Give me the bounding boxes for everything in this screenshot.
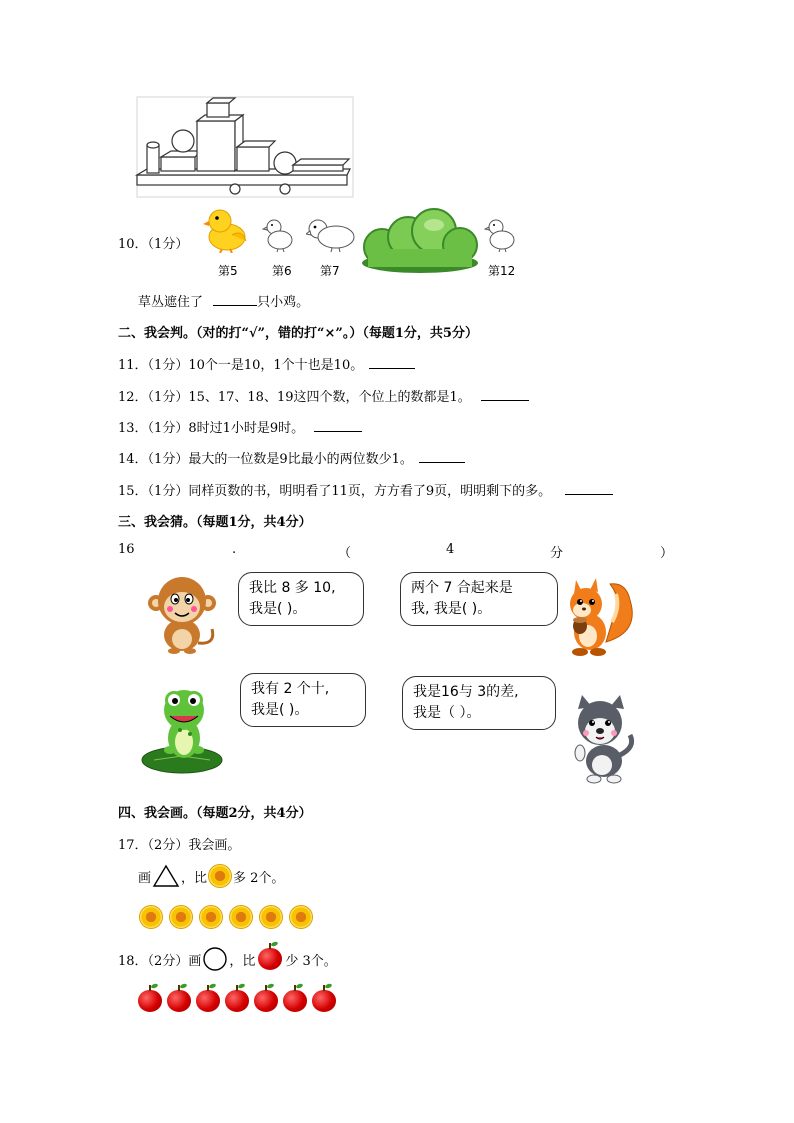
triangle-icon [152, 864, 180, 888]
q18-suffix: 少 3个。 [285, 953, 337, 969]
apple-icon [138, 990, 162, 1012]
apple-row [138, 990, 336, 1012]
speech-bubble-frog: 我有 2 个十, 我是( )。 [240, 673, 366, 727]
q18-mid: ，比 [229, 953, 256, 969]
q17-instruction [138, 864, 284, 888]
q10-answer-before: 草丛遮住了 [138, 295, 204, 310]
section3-title: 三、我会猜。（每题1分，共4分） [118, 515, 312, 530]
chick-label-12: 第12 [488, 264, 516, 278]
q17-prefix: 17．（2分）我会画。 [118, 838, 241, 853]
apple-icon [258, 948, 282, 970]
monkey-icon [148, 573, 218, 655]
section4-title: 四、我会画。（每题2分，共4分） [118, 806, 312, 821]
chick-label-7: 第7 [320, 264, 340, 278]
sunflower-icon [170, 906, 192, 928]
sunflower-icon [140, 906, 162, 928]
chick-outline-icon [262, 217, 296, 253]
q16-dot: . [232, 542, 237, 557]
question-14: 14．（1分）最大的一位数是9比最小的两位数少1。 [118, 448, 465, 467]
speech-bubble-squirrel: 两个 7 合起来是 我, 我是( )。 [400, 572, 558, 626]
sunflower-icon [260, 906, 282, 928]
q16-number: 16 [118, 542, 135, 557]
bush-icon [360, 207, 480, 275]
q17-draw-label: 画 [138, 870, 152, 886]
chick-label-6: 第6 [272, 264, 292, 278]
q10-prefix: 10．（1分） [118, 237, 189, 252]
sunflower-icon [290, 906, 312, 928]
q18-prefix: 18．（2分）画 [118, 953, 202, 969]
squirrel-icon [560, 572, 636, 660]
q10-answer-after: 只小鸡。 [257, 295, 310, 310]
sunflower-icon [209, 865, 231, 887]
chick-icon [200, 207, 255, 253]
q17-mid: ，比 [181, 870, 208, 886]
dog-icon [566, 695, 638, 787]
apple-icon [312, 990, 336, 1012]
answer-blank[interactable] [419, 451, 465, 463]
apple-icon [196, 990, 220, 1012]
answer-blank[interactable] [213, 294, 257, 306]
q16-unit: 分 [550, 546, 564, 561]
question-11: 11．（1分）10个一是10，1个十也是10。 [118, 354, 415, 373]
frog-icon [140, 686, 224, 774]
circle-icon [202, 946, 228, 972]
section2-title: 二、我会判。（对的打“√”，错的打“×”。）（每题1分，共5分） [118, 326, 478, 341]
question-12: 12．（1分）15、17、18、19这四个数，个位上的数都是1。 [118, 386, 529, 405]
answer-blank[interactable] [481, 389, 529, 401]
speech-bubble-dog: 我是16与 3的差, 我是（ ）。 [402, 676, 556, 730]
q16-close-paren: ） [660, 546, 674, 561]
sunflower-icon [200, 906, 222, 928]
q18-instruction [118, 946, 337, 972]
q17-suffix: 多 2个。 [233, 870, 285, 886]
chick-outline-icon [484, 217, 518, 253]
question-15: 15．（1分）同样页数的书，明明看了11页，方方看了9页，明明剩下的多。 [118, 480, 613, 499]
solids-figure [135, 95, 355, 200]
q10-answer-line [138, 291, 309, 310]
speech-bubble-monkey: 我比 8 多 10, 我是( )。 [238, 572, 364, 626]
apple-icon [254, 990, 278, 1012]
q16-open-paren: （ [338, 546, 352, 561]
answer-blank[interactable] [314, 420, 362, 432]
chick-outline-icon [306, 217, 358, 253]
chick-label-5: 第5 [218, 264, 238, 278]
apple-icon [225, 990, 249, 1012]
answer-blank[interactable] [565, 483, 613, 495]
q16-score: 4 [446, 542, 455, 557]
apple-icon [167, 990, 191, 1012]
answer-blank[interactable] [369, 357, 415, 369]
question-13: 13．（1分）8时过1小时是9时。 [118, 417, 362, 436]
apple-icon [283, 990, 307, 1012]
sunflower-row [140, 906, 312, 928]
sunflower-icon [230, 906, 252, 928]
